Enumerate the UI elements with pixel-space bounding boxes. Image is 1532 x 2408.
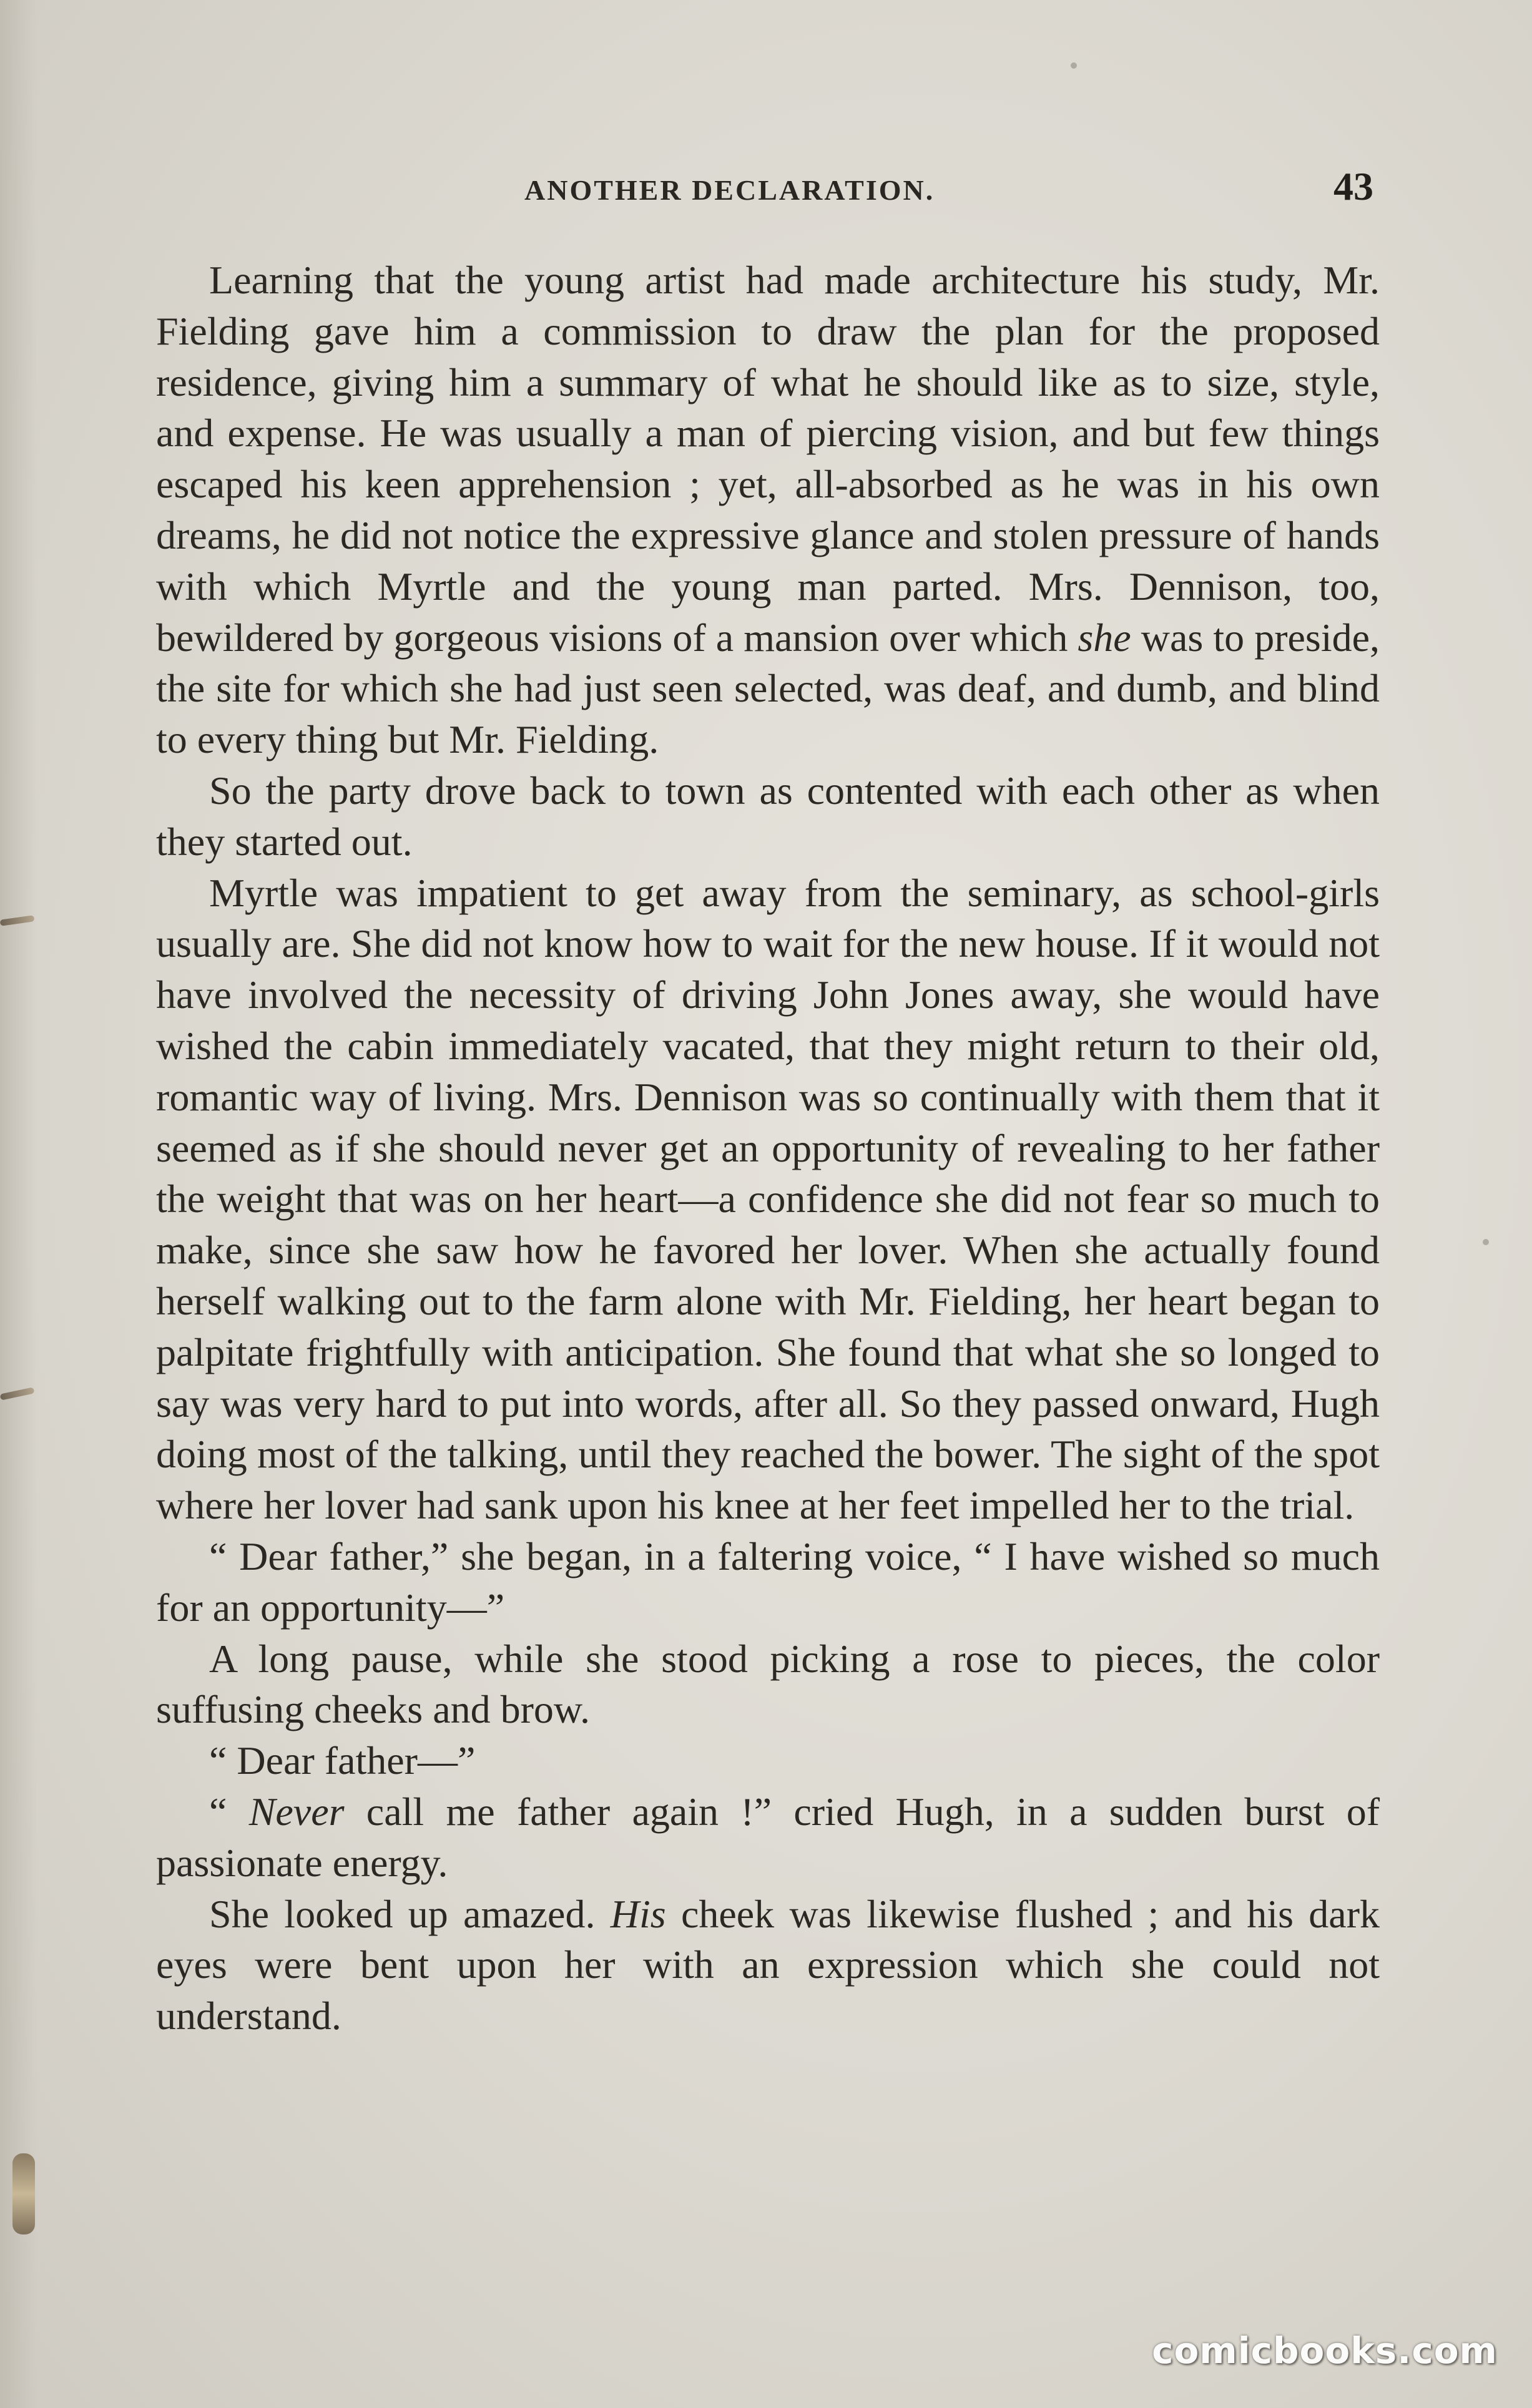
paragraph-4: “ Dear father,” she began, in a faltering voice, “ I have wished so much for an opportunity—” (156, 1534, 1380, 1630)
page-edge-shadow (0, 0, 37, 2408)
paper-speck (1483, 1239, 1489, 1245)
italic-she: she (1078, 615, 1131, 660)
paragraph-3: Myrtle was impatient to get away from the seminary, as school-girls usually are. She did not know how to wait for the new house. If it would not have involved the necessity of driving John Jones away, she would have wished the cabin immediately vacated, that they might return to their old, romantic way of living. Mrs. Dennison was so continually with them that it seemed as if she should never get an opportunity of revealing to her father the weight that was on her heart—a confidence she did not fear so much to make, since she saw how he favored her lover. When she actually found herself walking out to the farm alone with Mr. Fielding, her heart began to palpitate frightfully with anticipation. She found that what she so longed to say was very hard to put into words, after all. So they passed onward, Hugh doing most of the talking, until they reached the bower. The sight of the spot where her lover had sank upon his knee at her feet impelled her to the trial. (156, 870, 1380, 1528)
paragraph-2: So the party drove back to town as contented with each other as when they started out. (156, 768, 1380, 864)
watermark-logo: comicbooks.com (1152, 2329, 1498, 2372)
italic-his: His (610, 1891, 666, 1936)
paragraph-6: “ Dear father—” (209, 1738, 476, 1783)
paper-speck (1071, 62, 1077, 69)
page-number: 43 (1333, 164, 1373, 208)
paragraph-1: Learning that the young artist had made architecture his study, Mr. Fielding gave him a commission to draw the plan for the proposed residence, giving him a summary of what he should like as to size, style, and expense. He was usually a man of piercing vision, and but few things escaped his keen apprehension ; yet, all-absorbed as he was in his own dreams, he did not notice the expressive glance and stolen pressure of hands with which Myrtle and the young man parted. Mrs. Dennison, too, bewildered by gorgeous visions of a mansion over which she was to preside, the site for which she had just seen selected, was deaf, and dumb, and blind to every thing but Mr. Fielding. (156, 258, 1380, 762)
paragraph-8: She looked up amazed. His cheek was likewise flushed ; and his dark eyes were bent upon her with an expression which she could not understand. (156, 1891, 1380, 2038)
paragraph-7: “ Never call me father again !” cried Hugh, in a sudden burst of passionate energy. (156, 1789, 1380, 1885)
paragraph-5: A long pause, while she stood picking a rose to pieces, the color suffusing cheeks and brow. (156, 1636, 1380, 1732)
running-head: ANOTHER DECLARATION. (524, 174, 935, 206)
italic-never: Never (248, 1789, 345, 1834)
binding-thread (12, 2153, 35, 2234)
body-text (156, 255, 1380, 2042)
page-header (156, 164, 1373, 223)
